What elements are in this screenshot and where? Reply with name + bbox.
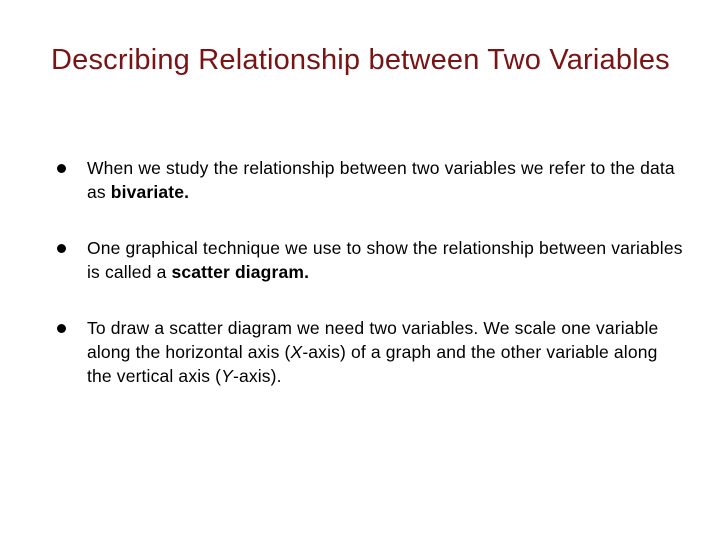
bullet-icon	[57, 244, 66, 253]
bullet-list	[57, 156, 687, 420]
bullet-text-italic: X	[290, 342, 303, 362]
bullet-text	[87, 238, 683, 282]
bullet-text-part: One graphical technique we use to show the relationship between variables is called a	[87, 238, 683, 282]
bullet-text-part: -axis).	[232, 366, 282, 386]
bullet-text-bold: scatter diagram.	[171, 262, 310, 282]
bullet-text-part: To draw a scatter diagram we need two variables. We scale one variable along the horizontal axis (	[87, 318, 659, 362]
bullet-text-part: -axis) of a graph and the other variable along the vertical axis (	[87, 342, 658, 386]
bullet-item	[57, 236, 687, 284]
bullet-icon	[57, 324, 66, 333]
bullet-text	[87, 318, 658, 386]
slide-title: Describing Relationship between Two Variables	[51, 44, 670, 76]
bullet-text	[87, 158, 675, 202]
bullet-text-italic: Y	[221, 366, 233, 386]
bullet-item	[57, 316, 687, 388]
bullet-text-bold: bivariate.	[110, 182, 190, 202]
bullet-icon	[57, 164, 66, 173]
bullet-item	[57, 156, 687, 204]
bullet-text-part: When we study the relationship between two variables we refer to the data as	[87, 158, 675, 202]
